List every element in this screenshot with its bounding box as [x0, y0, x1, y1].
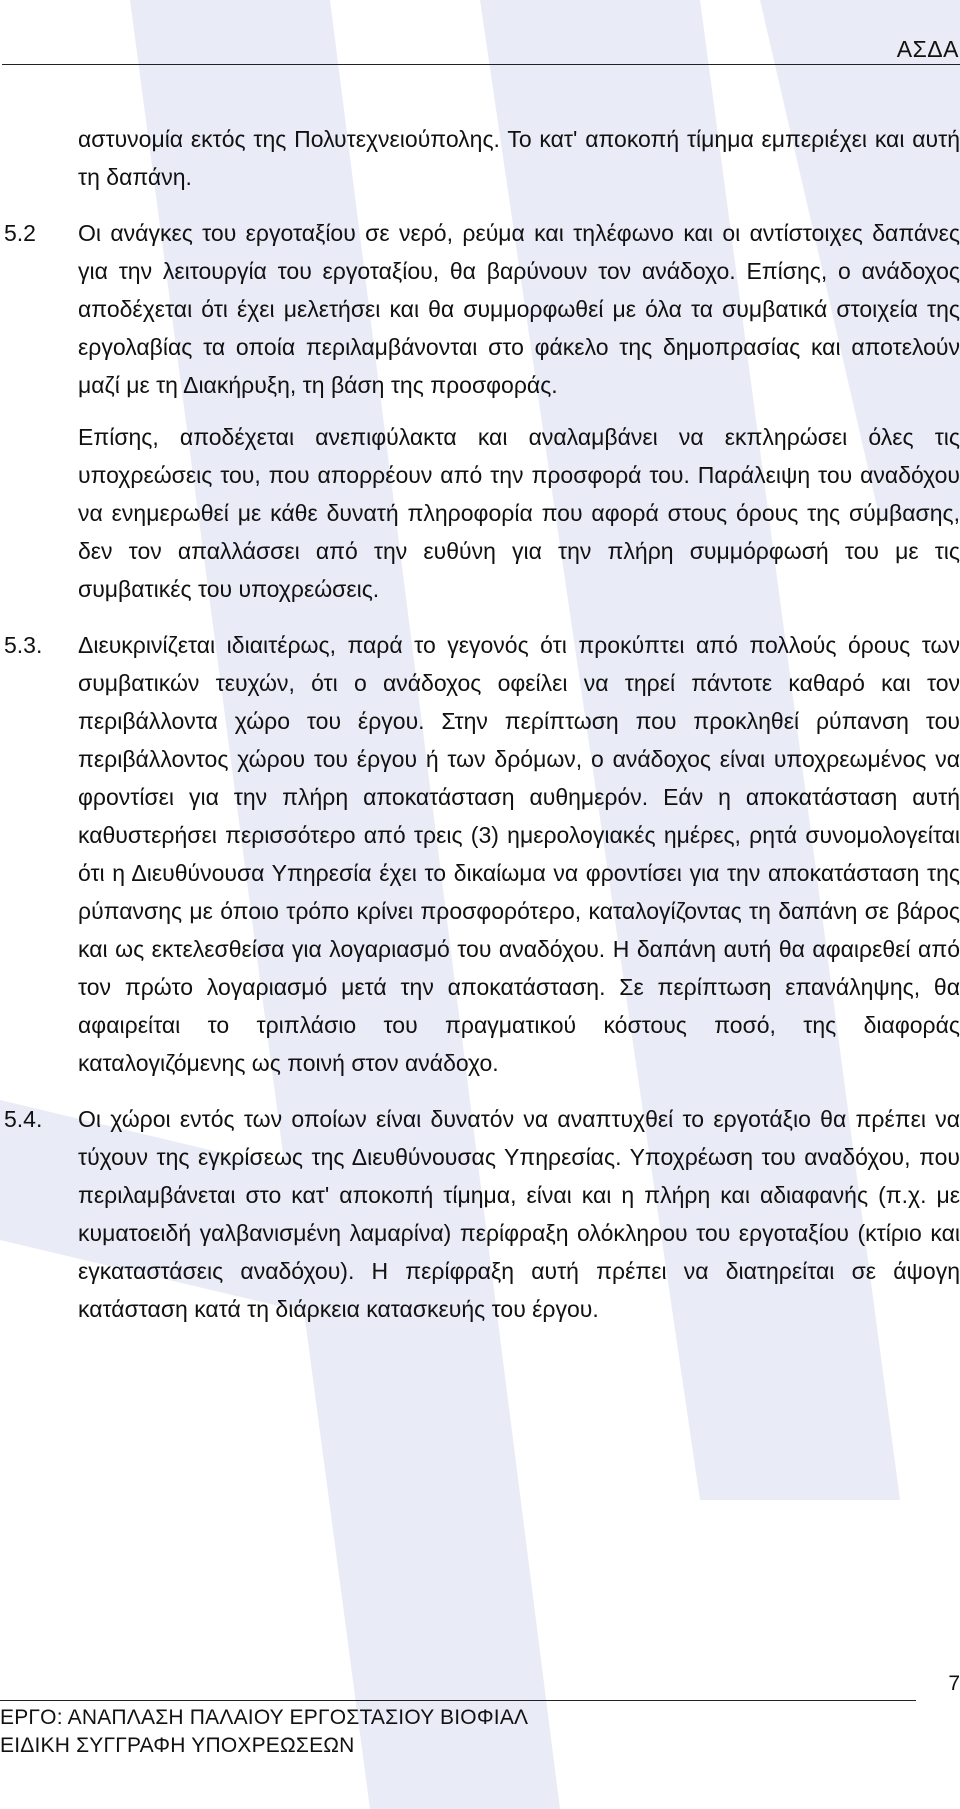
document-body — [4, 120, 960, 1346]
header-rule — [2, 64, 960, 65]
section-text: Διευκρινίζεται ιδιαιτέρως, παρά το γεγονός ότι προκύπτει από πολλούς όρους των συμβατικών τευχών, ότι ο ανάδοχος οφείλει να τηρεί πάντοτε καθαρό και τον περιβάλλοντα χώρο του έργου. Στην περίπτωση που προκληθεί ρύπανση του περιβάλλοντος χώρου του έργου ή των δρόμων, ο ανάδοχος είναι υποχρεωμένος να φροντίσει για την πλήρη αποκατάσταση αυθημερόν. Εάν η αποκατάσταση αυτή καθυστερήσει περισσότερο από τρεις (3) ημερολογιακές ημέρες, ρητά συνομολογείται ότι η Διευθύνουσα Υπηρεσία έχει το δικαίωμα να φροντίσει για την αποκατάσταση της ρύπανσης με όποιο τρόπο κρίνει προσφορότερο, καταλογίζοντας τη δαπάνη σε βάρος και ως εκτελεσθείσα για λογαριασμό του αναδόχου. Η δαπάνη αυτή θα αφαιρεθεί από τον πρώτο λογαριασμό μετά την αποκατάσταση. Σε περίπτωση επανάληψης, θα αφαιρείται το τριπλάσιο του πραγματικού κόστους ποσό, της διαφοράς καταλογιζόμενης ως ποινή στον ανάδοχο. — [78, 632, 960, 1076]
section-5-2 — [4, 214, 960, 608]
footer-document-title: ΕΙΔΙΚΗ ΣΥΓΓΡΑΦΗ ΥΠΟΧΡΕΩΣΕΩΝ — [0, 1734, 355, 1757]
footer-rule — [0, 1700, 916, 1701]
page-number: 7 — [948, 1672, 960, 1695]
section-text: Οι χώροι εντός των οποίων είναι δυνατόν να αναπτυχθεί το εργοτάξιο θα πρέπει να τύχουν της εγκρίσεως της Διευθύνουσας Υπηρεσίας. Υποχρέωση του αναδόχου, που περιλαμβάνεται στο κατ' αποκοπή τίμημα, είναι και η πλήρη και αδιαφανής (π.χ. με κυματοειδή γαλβανισμένη λαμαρίνα) περίφραξη ολόκληρου του εργοταξίου (κτίριο και εγκαταστάσεις αναδόχου). Η περίφραξη αυτή πρέπει να διατηρείται σε άψογη κατάσταση κατά τη διάρκεια κατασκευής του έργου. — [78, 1106, 960, 1322]
section-5-3 — [4, 626, 960, 1082]
section-number: 5.4. — [4, 1106, 43, 1132]
paragraph-continuation: αστυνομία εκτός της Πολυτεχνειούπολης. Το κατ' αποκοπή τίμημα εμπεριέχει και αυτή τη δαπάνη. — [78, 126, 960, 190]
footer-project-title: ΕΡΓΟ: ΑΝΑΠΛΑΣΗ ΠΑΛΑΙΟΥ ΕΡΓΟΣΤΑΣΙΟΥ ΒΙΟΦΙΑΛ — [0, 1706, 529, 1729]
section-number: 5.3. — [4, 632, 43, 658]
section-subparagraph: Επίσης, αποδέχεται ανεπιφύλακτα και αναλαμβάνει να εκπληρώσει όλες τις υποχρεώσεις του, που απορρέουν από την προσφορά του. Παράλειψη του αναδόχου να ενημερωθεί με κάθε δυνατή πληροφορία που αφορά στους όρους της σύμβασης, δεν τον απαλλάσσει από την ευθύνη για την πλήρη συμμόρφωσή του με τις συμβατικές του υποχρεώσεις. — [78, 424, 960, 602]
section-number: 5.2 — [4, 220, 36, 246]
section-5-4 — [4, 1100, 960, 1328]
section-text: Οι ανάγκες του εργοταξίου σε νερό, ρεύμα και τηλέφωνο και οι αντίστοιχες δαπάνες για την λειτουργία του εργοταξίου, θα βαρύνουν τον ανάδοχο. Επίσης, ο ανάδοχος αποδέχεται ότι έχει μελετήσει και θα συμμορφωθεί με όλα τα συμβατικά στοιχεία της εργολαβίας τα οποία περιλαμβάνονται στο φάκελο της δημοπρασίας και αποτελούν μαζί με τη Διακήρυξη, τη βάση της προσφοράς. — [78, 220, 960, 398]
header-code: ΑΣΔΑ — [896, 36, 959, 62]
